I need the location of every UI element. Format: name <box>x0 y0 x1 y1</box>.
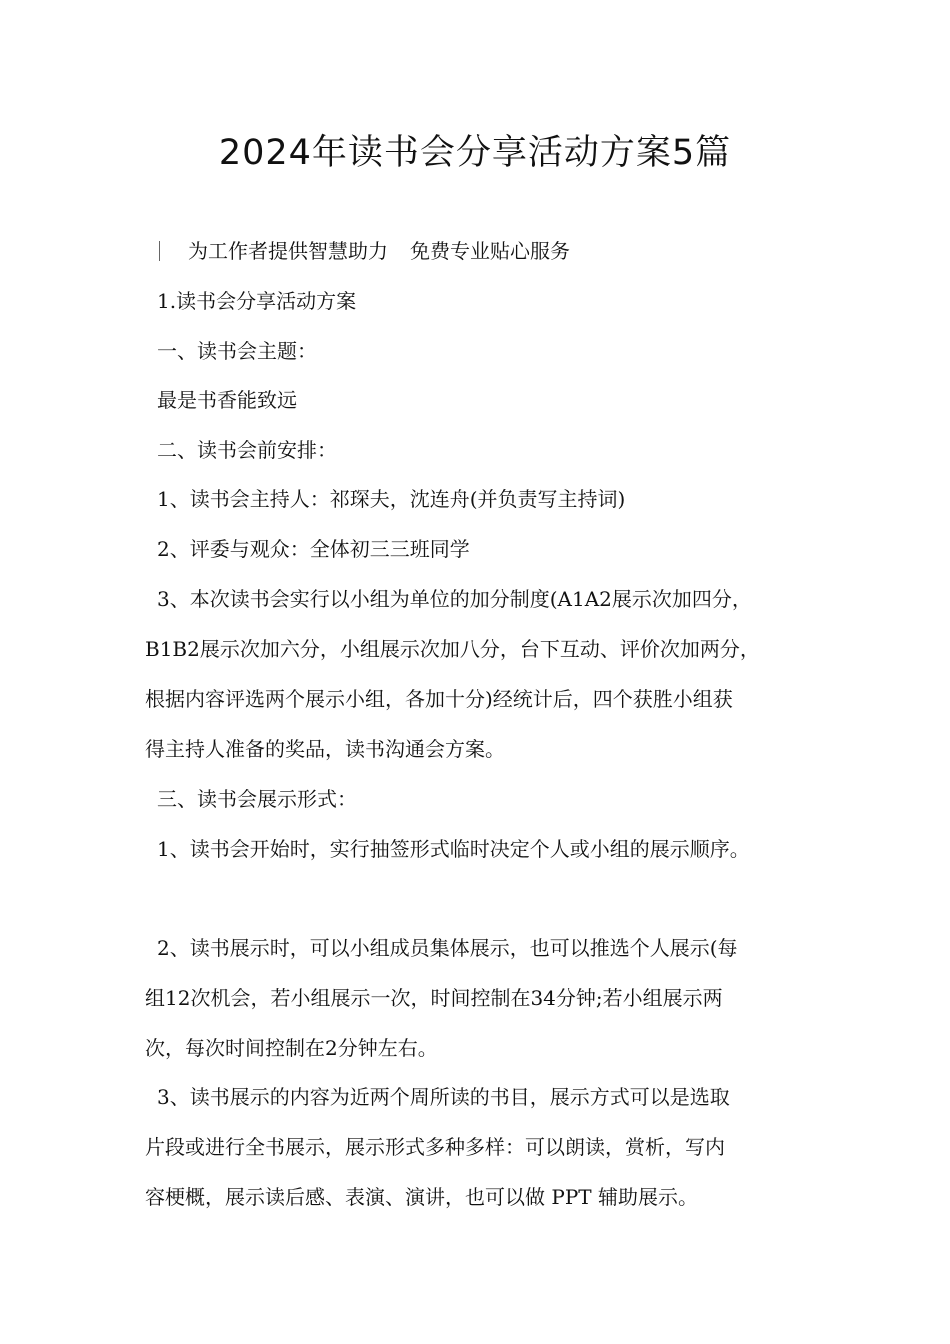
paragraph-line: 组12次机会，若小组展示一次，时间控制在34分钟;若小组展示两 <box>145 986 723 1010</box>
paragraph-line: 根据内容评选两个展示小组，各加十分)经统计后，四个获胜小组获 <box>145 687 733 711</box>
paragraph-line: 2、读书展示时，可以小组成员集体展示，也可以推选个人展示(每 <box>157 936 738 960</box>
subheading: 三、读书会展示形式： <box>157 787 357 811</box>
paragraph-line: 1、读书会主持人：祁琛夫，沈连舟(并负责写主持词) <box>157 487 626 511</box>
paragraph-line: 3、本次读书会实行以小组为单位的加分制度(A1A2展示次加四分， <box>157 587 752 611</box>
paragraph-line: 最是书香能致远 <box>157 388 297 412</box>
paragraph-line: 1、读书会开始时，实行抽签形式临时决定个人或小组的展示顺序。 <box>157 837 750 861</box>
paragraph-line: 次，每次时间控制在2分钟左右。 <box>145 1036 438 1060</box>
subheading: 二、读书会前安排： <box>157 438 337 462</box>
tagline <box>145 236 845 266</box>
document-title: 2024年读书会分享活动方案5篇 <box>218 133 732 173</box>
paragraph-line: B1B2展示次加六分，小组展示次加八分，台下互动、评价次加两分， <box>145 637 760 661</box>
subheading: 一、读书会主题： <box>157 339 317 363</box>
paragraph-line: 片段或进行全书展示，展示形式多种多样：可以朗读，赏析，写内 <box>145 1135 725 1159</box>
tagline-right: 免费专业贴心服务 <box>410 239 570 263</box>
tagline-divider <box>159 241 160 261</box>
paragraph-line: 2、评委与观众：全体初三三班同学 <box>157 537 470 561</box>
paragraph-line: 容梗概，展示读后感、表演、演讲，也可以做 PPT 辅助展示。 <box>145 1185 698 1209</box>
paragraph-line: 3、读书展示的内容为近两个周所读的书目，展示方式可以是选取 <box>157 1085 730 1109</box>
section-heading: 1.读书会分享活动方案 <box>157 289 357 313</box>
tagline-left: 为工作者提供智慧助力 <box>188 239 388 263</box>
paragraph-line: 得主持人准备的奖品，读书沟通会方案。 <box>145 737 505 761</box>
